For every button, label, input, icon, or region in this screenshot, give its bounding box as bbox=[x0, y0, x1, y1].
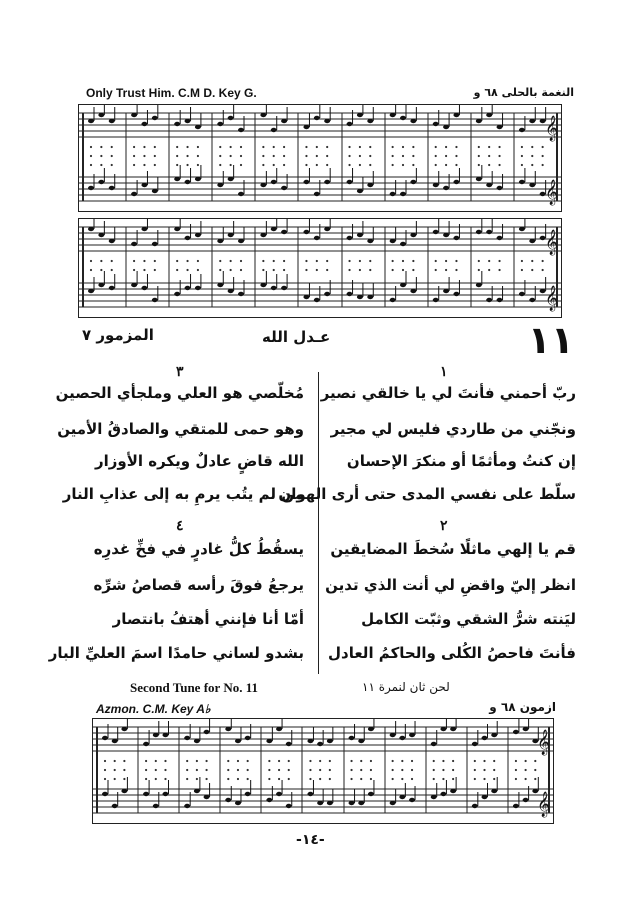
music-system-1 bbox=[78, 104, 562, 212]
stanza-1-line-3: إن كنتُ ومأثمًا أو منكرَ الإحسان bbox=[346, 452, 576, 470]
music-staff-2 bbox=[79, 219, 561, 317]
page-number: -١٤- bbox=[296, 832, 325, 848]
stanza-2-line-2: انظر إليّ واقضِ لي أنت الذي تدين bbox=[325, 576, 576, 594]
stanza-4-line-2: يرجعُ فوقَ رأسه قصاصُ شرِّه bbox=[93, 576, 304, 594]
stanza-number-1: ١ bbox=[440, 364, 448, 380]
stanza-2-line-4: فأنتَ فاحصُ الكُلى والحاكمُ العادل bbox=[328, 644, 576, 662]
stanza-1-line-2: ونجّني من طاردي فليس لي مجير bbox=[330, 420, 576, 438]
svg-text:𝄞: 𝄞 bbox=[545, 286, 559, 311]
stanza-4-line-4: بشدو لساني حامدًا اسمَ العليِّ البار bbox=[48, 644, 304, 662]
hymn-title: عـدل الله bbox=[262, 328, 331, 346]
stanza-3-line-3: الله قاضٍ عادلٌ ويكره الأوزار bbox=[94, 452, 304, 470]
azmon-title-ar: ازمون ٦٨ و bbox=[489, 700, 556, 714]
stanza-number-4: ٤ bbox=[176, 518, 184, 534]
stanza-2-line-3: ليَنته شرُّ الشقي وثبّت الكامل bbox=[361, 610, 576, 628]
psalm-reference: المزمور ٧ bbox=[82, 326, 154, 344]
music-system-3 bbox=[92, 718, 554, 824]
stanza-number-2: ٢ bbox=[440, 518, 448, 534]
stanza-3-line-4: من لم يتُب يرمِ به إلى عذابِ النار bbox=[62, 485, 304, 503]
svg-text:𝄞: 𝄞 bbox=[545, 230, 559, 255]
stanza-4-line-1: يسقُطُ كلُّ غادرٍ في فخِّ غدرِه bbox=[93, 540, 304, 558]
svg-text:𝄞: 𝄞 bbox=[537, 730, 551, 755]
stanza-3-line-1: مُخلّصي هو العلي وملجأي الحصين bbox=[55, 384, 304, 402]
stanza-1-line-1: ربّ أحمني فأنتَ لي يا خالقي نصير bbox=[320, 384, 576, 402]
second-tune-caption-ar: لحن ثان لنمرة ١١ bbox=[362, 680, 450, 694]
music-staff-3 bbox=[93, 719, 553, 823]
tune-title-ar: النغمة بالحلى ٦٨ و bbox=[473, 86, 574, 99]
svg-text:𝄞: 𝄞 bbox=[537, 792, 551, 817]
stanza-3-line-2: وهو حمى للمتقي والصادقُ الأمين bbox=[57, 420, 304, 438]
second-tune-caption-en: Second Tune for No. 11 bbox=[130, 680, 258, 695]
stanza-1-line-4: سلّط على نفسي المدى حتى أرى الهوان bbox=[278, 485, 576, 503]
music-staff-1 bbox=[79, 105, 561, 211]
svg-text:𝄞: 𝄞 bbox=[545, 116, 559, 141]
stanza-2-line-1: قم يا إلهي ماثلًا سُخطَ المضايقين bbox=[330, 540, 576, 558]
music-system-2 bbox=[78, 218, 562, 318]
hymn-number: ١١ bbox=[527, 318, 574, 362]
svg-text:𝄞: 𝄞 bbox=[545, 180, 559, 205]
stanza-4-line-3: أمّا أنا فإنني أهتفُ بانتصار bbox=[112, 610, 304, 628]
stanza-number-3: ٣ bbox=[176, 364, 184, 380]
column-divider bbox=[318, 372, 319, 674]
azmon-title-en: Azmon. C.M. Key A♭ bbox=[96, 702, 211, 716]
tune-title-en: Only Trust Him. C.M D. Key G. bbox=[86, 86, 257, 100]
